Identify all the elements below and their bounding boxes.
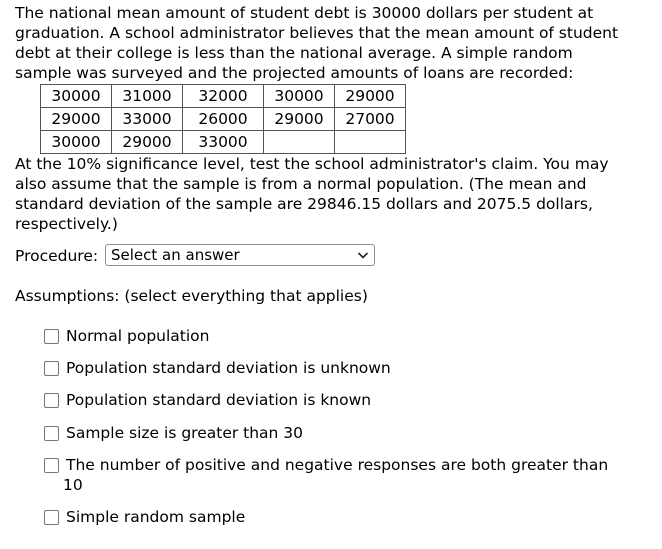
intro-line: graduation. A school administrator believes that the mean amount of student bbox=[15, 24, 619, 42]
chevron-down-icon bbox=[357, 245, 369, 265]
checkbox[interactable] bbox=[44, 329, 59, 344]
table-cell: 30000 bbox=[264, 85, 335, 108]
loan-data-table bbox=[40, 84, 406, 154]
procedure-selected-value: Select an answer bbox=[111, 246, 240, 264]
assumption-option[interactable] bbox=[44, 455, 614, 495]
table-row bbox=[41, 108, 406, 131]
option-label: Sample size is greater than 30 bbox=[66, 424, 304, 442]
procedure-label: Procedure: bbox=[15, 247, 99, 265]
checkbox[interactable] bbox=[44, 458, 59, 473]
table-cell: 30000 bbox=[41, 131, 112, 154]
checkbox[interactable] bbox=[44, 510, 59, 525]
task-line: respectively.) bbox=[15, 215, 118, 233]
table-cell: 29000 bbox=[41, 108, 112, 131]
option-label: Population standard deviation is known bbox=[66, 391, 372, 409]
intro-line: The national mean amount of student debt is 30000 dollars per student at bbox=[15, 4, 594, 22]
table-cell bbox=[264, 131, 335, 154]
assumption-option[interactable] bbox=[44, 390, 614, 410]
problem-intro bbox=[15, 3, 645, 83]
task-line: At the 10% significance level, test the school administrator's claim. You may bbox=[15, 155, 609, 173]
option-label: Normal population bbox=[66, 327, 210, 345]
table-cell: 33000 bbox=[112, 108, 183, 131]
checkbox[interactable] bbox=[44, 426, 59, 441]
assumption-option[interactable] bbox=[44, 423, 614, 443]
checkbox[interactable] bbox=[44, 361, 59, 376]
assumption-option[interactable] bbox=[44, 326, 614, 346]
table-cell: 33000 bbox=[183, 131, 264, 154]
table-cell: 29000 bbox=[335, 85, 406, 108]
table-cell: 30000 bbox=[41, 85, 112, 108]
table-cell: 29000 bbox=[264, 108, 335, 131]
assumptions-label: Assumptions: (select everything that applies) bbox=[15, 287, 368, 305]
table-row bbox=[41, 131, 406, 154]
table-cell: 26000 bbox=[183, 108, 264, 131]
table-cell: 29000 bbox=[112, 131, 183, 154]
assumption-option[interactable] bbox=[44, 358, 614, 378]
assumption-option[interactable] bbox=[44, 507, 614, 527]
checkbox[interactable] bbox=[44, 393, 59, 408]
task-line: also assume that the sample is from a normal population. (The mean and bbox=[15, 175, 587, 193]
problem-task bbox=[15, 154, 645, 234]
intro-line: sample was surveyed and the projected amounts of loans are recorded: bbox=[15, 64, 574, 82]
intro-line: debt at their college is less than the national average. A simple random bbox=[15, 44, 573, 62]
table-cell: 31000 bbox=[112, 85, 183, 108]
option-label: Simple random sample bbox=[66, 508, 246, 526]
table-cell bbox=[335, 131, 406, 154]
task-line: standard deviation of the sample are 29846.15 dollars and 2075.5 dollars, bbox=[15, 195, 593, 213]
procedure-select[interactable] bbox=[105, 244, 375, 266]
option-label: The number of positive and negative responses are both greater than bbox=[66, 456, 609, 474]
table-cell: 32000 bbox=[183, 85, 264, 108]
table-cell: 27000 bbox=[335, 108, 406, 131]
option-label: Population standard deviation is unknown bbox=[66, 359, 391, 377]
option-label-continued: 10 bbox=[63, 476, 83, 494]
table-row bbox=[41, 85, 406, 108]
